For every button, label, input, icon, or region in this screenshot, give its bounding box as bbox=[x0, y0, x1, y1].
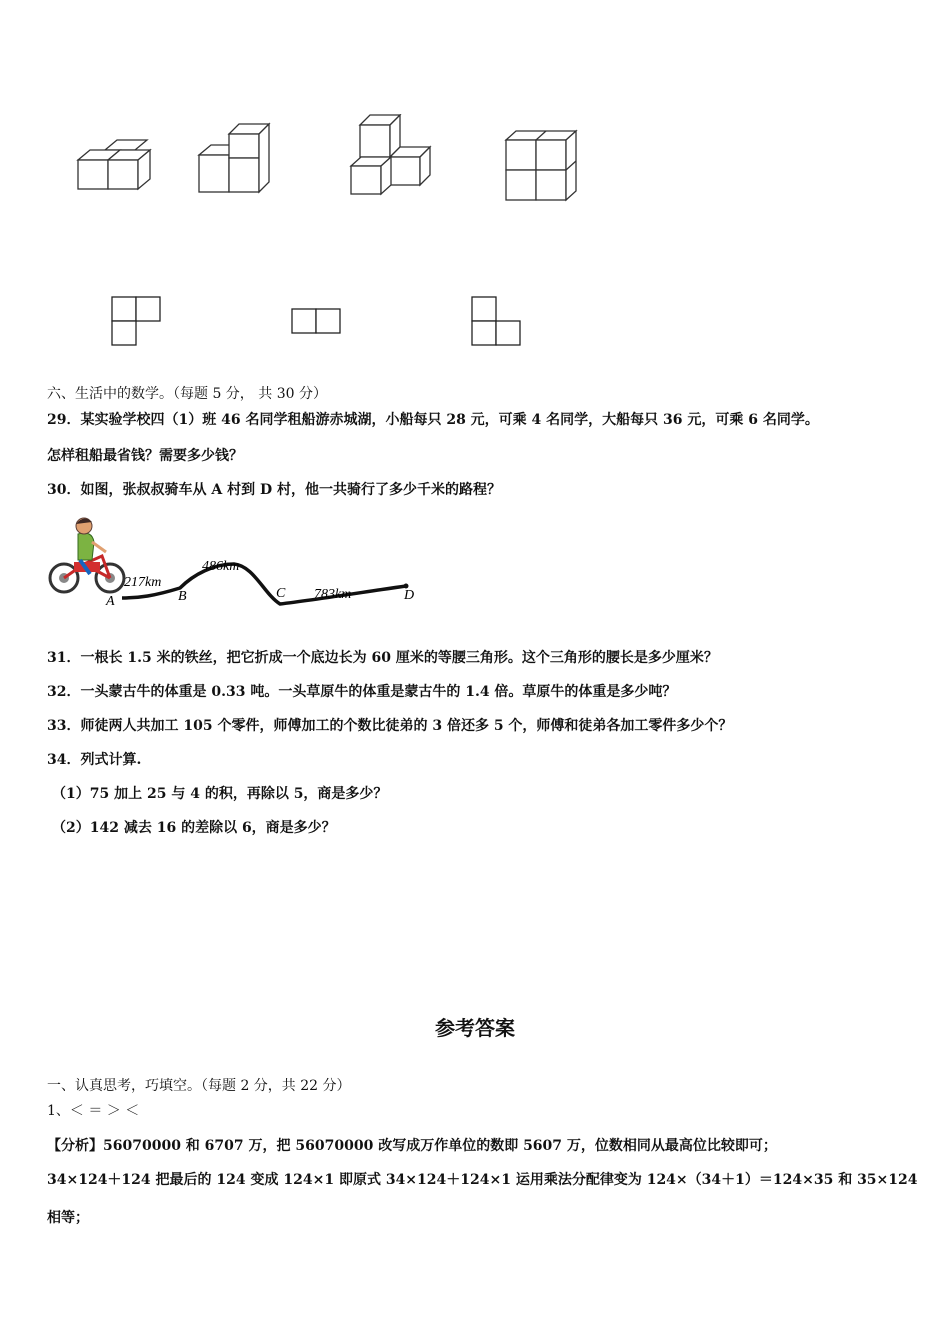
answer-analysis: 【分析】56070000 和 6707 万，把 56070000 改写成万作单位的数即 5607 万，位数相同从最高位比较即可； bbox=[47, 1138, 777, 1154]
answers-section-one: 一、认真思考，巧填空。（每题 2 分，共 22 分） bbox=[47, 1078, 351, 1094]
question-32: 32．一头蒙古牛的体重是 0.33 吨。一头草原牛的体重是蒙古牛的 1.4 倍。草原牛的体重是多少吨？ bbox=[47, 684, 677, 700]
label-b: B bbox=[178, 589, 187, 604]
view-figure-1 bbox=[110, 295, 164, 347]
answers-heading: 参考答案 bbox=[435, 1016, 515, 1040]
question-29-line1: 29．某实验学校四（1）班 46 名同学租船游赤城湖，小船每只 28 元，可乘 4 名同学，大船每只 36 元，可乘 6 名同学。 bbox=[47, 412, 819, 428]
answer-analysis-line2: 34×124＋124 把最后的 124 变成 124×1 即原式 34×124＋124×1 运用乘法分配律变为 124×（34＋1）＝124×35 和 35×124 bbox=[47, 1172, 918, 1188]
answer-1: 1、＜ ＝ ＞ ＜ bbox=[47, 1103, 140, 1119]
cube-figure-4 bbox=[503, 128, 581, 204]
label-a: A bbox=[106, 594, 115, 609]
cube-figure-1 bbox=[75, 136, 155, 194]
answer-analysis-line3: 相等； bbox=[47, 1210, 89, 1226]
distance-bc: 486km bbox=[202, 559, 240, 574]
question-33: 33．师徒两人共加工 105 个零件，师傅加工的个数比徒弟的 3 倍还多 5 个，师傅和徒弟各加工零件多少个？ bbox=[47, 718, 733, 734]
question-31: 31．一根长 1.5 米的铁丝，把它折成一个底边长为 60 厘米的等腰三角形。这个三角形的腰长是多少厘米？ bbox=[47, 650, 718, 666]
distance-ab: 217km bbox=[124, 575, 162, 590]
question-34-part1: （1）75 加上 25 与 4 的积，再除以 5，商是多少？ bbox=[52, 786, 388, 802]
label-d: D bbox=[404, 588, 415, 603]
question-30: 30．如图，张叔叔骑车从 A 村到 D 村，他一共骑行了多少千米的路程？ bbox=[47, 482, 501, 498]
question-34: 34．列式计算. bbox=[47, 752, 142, 768]
label-c: C bbox=[276, 586, 286, 601]
cube-figure-2 bbox=[196, 120, 274, 196]
distance-cd: 783km bbox=[314, 587, 352, 602]
route-map bbox=[44, 512, 434, 612]
cyclist-icon bbox=[50, 518, 124, 592]
question-34-part2: （2）142 减去 16 的差除以 6，商是多少？ bbox=[52, 820, 336, 836]
section-six-title: 六、生活中的数学。（每题 5 分， 共 30 分） bbox=[47, 386, 327, 402]
view-figure-2 bbox=[290, 307, 344, 335]
question-29-line2: 怎样租船最省钱？需要多少钱？ bbox=[47, 448, 243, 464]
cube-figure-3 bbox=[348, 114, 434, 198]
view-figure-3 bbox=[470, 295, 524, 347]
